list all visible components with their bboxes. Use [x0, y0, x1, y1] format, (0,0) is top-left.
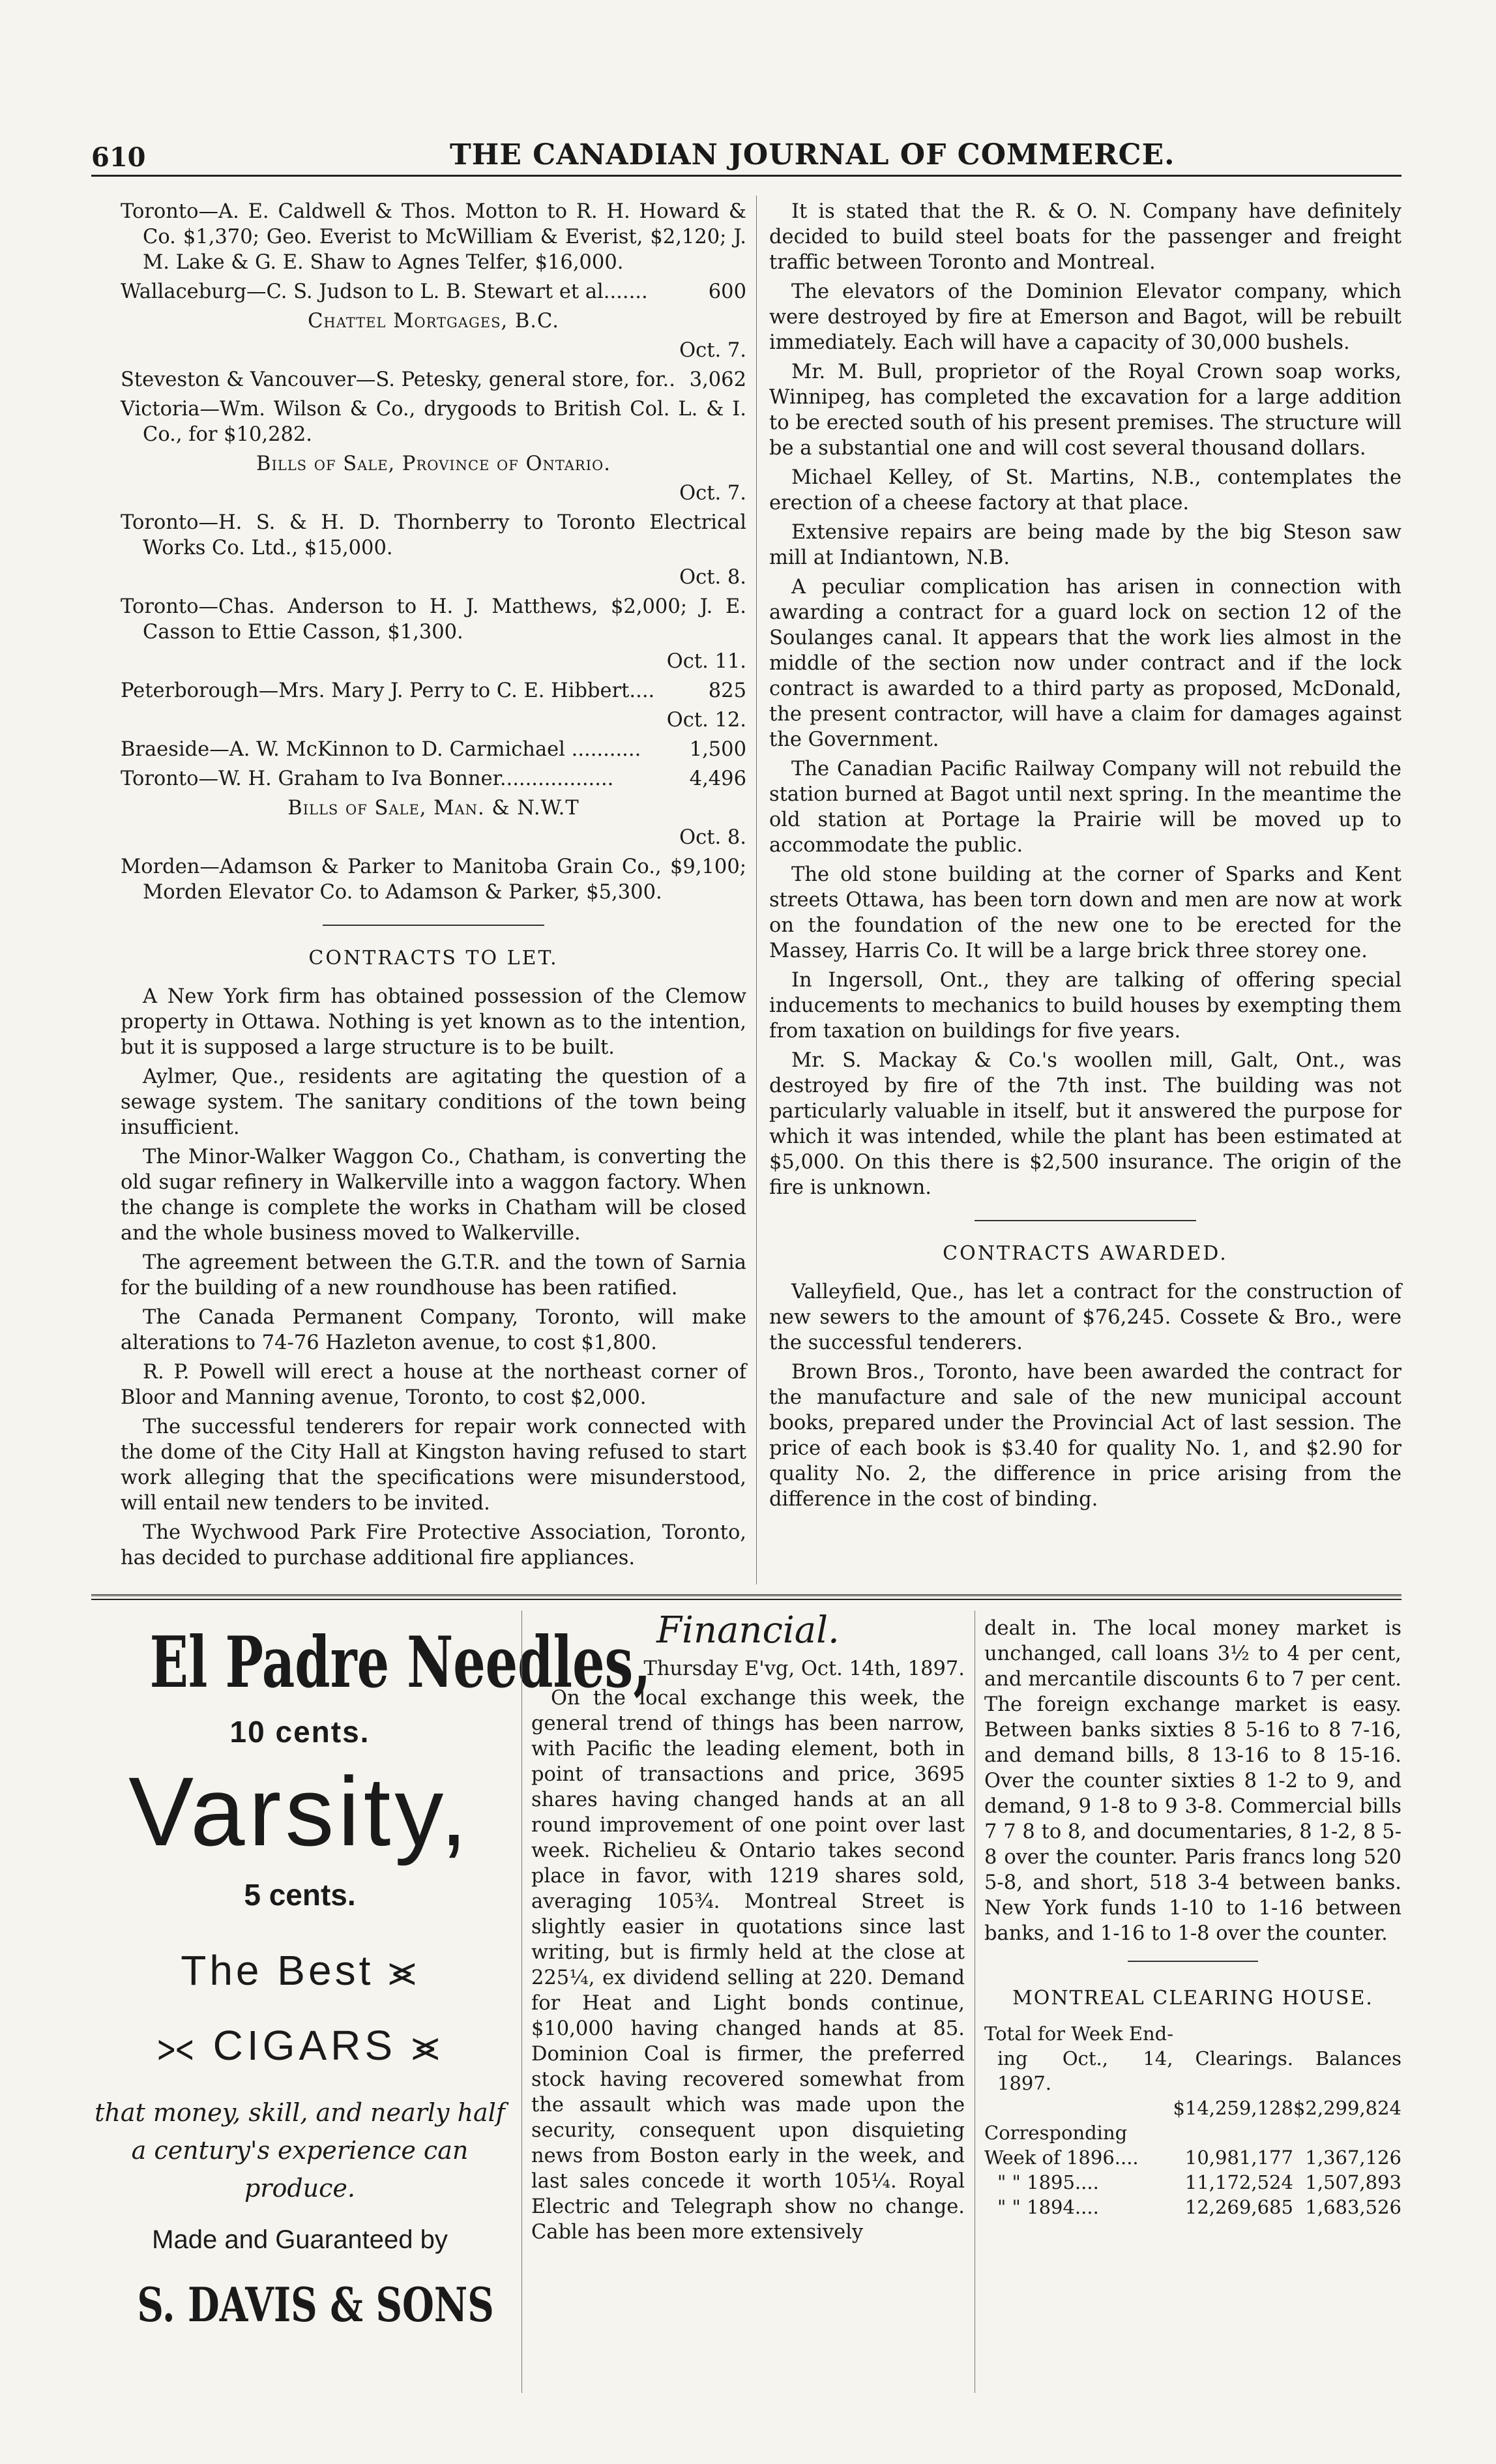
news-item: Brown Bros., Toronto, have been awarded the contract for the manufacture and sale of the new municipal account books, prepared under the Provincial Act of last session. The price of each book is $3.40 for quality No. 1, and $2.90 for quality No. 2, the difference in price arising from the difference in the cost of binding.: [769, 1361, 1401, 1511]
news-item: The old stone building at the corner of Sparks and Kent streets Ottawa, has been torn down and men are now at work on the foundation of the new one to be erected for the Massey, Harris Co. It will be a large brick three storey one.: [769, 863, 1401, 962]
contracts-awarded-heading: CONTRACTS AWARDED.: [943, 1242, 1228, 1265]
section-subheading: Chattel Mortgages, B.C.: [308, 310, 559, 333]
bill-of-sale-entry: Toronto—Chas. Anderson to H. J. Matthews, $2,000; J. E. Casson to Ettie Casson, $1,300.: [121, 595, 746, 644]
table-row: [984, 2096, 1401, 2120]
clearing-house-table: [984, 2021, 1401, 2219]
section-subheading: Bills of Sale, Province of Ontario.: [256, 453, 611, 475]
table-row: [984, 2021, 1401, 2046]
entry-date: Oct. 11.: [666, 650, 746, 673]
column-divider: [521, 1611, 522, 2393]
left-column-top: [121, 199, 746, 1575]
news-item: Mr. M. Bull, proprietor of the Royal Crown soap works, Winnipeg, has completed the excavation for a large addition to be erected south of his present premises. The structure will be a substantial one and will cost several thousand dollars.: [769, 361, 1401, 460]
section-divider: [1128, 1961, 1258, 1962]
news-item: A New York firm has obtained possession of the Clemow property in Ottawa. Nothing is yet known as to the intention, but it is supposed a large structure is to be built.: [121, 985, 746, 1059]
table-cell: 11,172,524: [1184, 2171, 1293, 2193]
ad-made-by: Made and Guaranteed by: [152, 2225, 448, 2254]
financial-heading: Financial.: [656, 1609, 840, 1652]
news-item: The agreement between the G.T.R. and the town of Sarnia for the building of a new roundhouse has been ratified.: [121, 1251, 746, 1299]
ornament-icon: ⪤: [374, 1947, 419, 1994]
financial-text: On the local exchange this week, the general trend of things has been narrow, with Pacific the leading element, both in point of transactions and price, 3695 shares having changed hands at an all round improvement of one point over last week. Richelieu & Ontario takes second place in favor, with 1219 shares sold, averaging 105¾. Montreal Street is slightly easier in quotations since last writing, but is firmly held at the close at 225¼, ex dividend selling at 220. Demand for Heat and Light bonds continue, $10,000 having changed hands at 85. Dominion Coal is firmer, the preferred stock having recovered somewhat from the assault which was made upon the security, consequent upon disquieting news from Boston early in the week, and last sales concede it worth 105¼. Royal Electric and Telegraph show no change. Cable has been more extensively: [531, 1687, 965, 2244]
financial-dateline: Thursday E'vg, Oct. 14th, 1897.: [643, 1657, 965, 1680]
table-cell: $2,299,824: [1293, 2097, 1401, 2119]
ad-tagline: that money, skill, and nearly half a century's experience can produce.: [95, 2098, 505, 2203]
contracts-to-let-heading: CONTRACTS TO LET.: [308, 947, 559, 970]
table-cell: Total for Week End-: [984, 2023, 1174, 2045]
ad-brand-el-padre: El Padre Needles,: [149, 1622, 651, 1704]
news-item: Extensive repairs are being made by the big Steson saw mill at Indiantown, N.B.: [769, 521, 1401, 569]
financial-column: [531, 1609, 965, 2249]
entry-date: Oct. 8.: [679, 826, 746, 849]
table-cell: 1,507,893: [1305, 2171, 1401, 2193]
ad-price: 10 cents.: [229, 1715, 370, 1749]
news-item: The Canadian Pacific Railway Company will not rebuild the station burned at Bagot until next spring. In the meantime the old station at Portage la Prairie will be moved up to accommodate the public.: [769, 758, 1401, 857]
chattel-entry: Steveston & Vancouver—S. Petesky, general store, for.. 3,062: [121, 368, 746, 391]
table-row: [984, 2046, 1401, 2096]
news-item: Aylmer, Que., residents are agitating the question of a sewage system. The sanitary conditions of the town being insufficient.: [121, 1065, 746, 1139]
news-item: The Minor-Walker Waggon Co., Chatham, is converting the old sugar refinery in Walkerville into a waggon factory. When the change is complete the works in Chatham will be closed and the whole business moved to Walkerville.: [121, 1146, 746, 1245]
table-cell: " " 1894....: [997, 2196, 1099, 2218]
ad-price: 5 cents.: [244, 1878, 356, 1912]
section-divider: [323, 925, 544, 926]
table-row: [984, 2195, 1401, 2219]
chattel-entry: Victoria—Wm. Wilson & Co., drygoods to British Col. L. & I. Co., for $10,282.: [121, 398, 746, 446]
news-item: Valleyfield, Que., has let a contract for the construction of new sewers to the amount of $76,245. Cossete & Bro., were the successful tenderers.: [769, 1281, 1401, 1354]
mortgage-entry: Wallaceburg—C. S. Judson to L. B. Stewart et al....... 600: [121, 280, 746, 303]
news-item: R. P. Powell will erect a house at the northeast corner of Bloor and Manning avenue, Toronto, to cost $2,000.: [121, 1361, 746, 1409]
bill-of-sale-entry: Toronto—W. H. Graham to Iva Bonner.................. 4,496: [121, 767, 746, 790]
news-item: It is stated that the R. & O. N. Company have definitely decided to build steel boats for the passenger and freight traffic between Toronto and Montreal.: [769, 200, 1401, 274]
table-cell: $14,259,128: [1173, 2097, 1293, 2119]
ad-brand-varsity: Varsity,: [128, 1757, 471, 1866]
ornament-icon: ⪤: [396, 2022, 443, 2069]
money-market-text: dealt in. The local money market is unchanged, call loans 3½ to 4 per cent, and mercantile discounts 6 to 7 per cent. The foreign exchange market is easy. Between banks sixties 8 5-16 to 8 7-16, and demand bills, 8 13-16 to 8 15-16. Over the counter sixties 8 1-2 to 9, and demand, 9 1-8 to 9 3-8. Commercial bills 7 7 8 to 8, and documentaries, 8 1-2, 8 5-8 over the counter. Paris francs long 520 5-8, and short, 518 3-4 between banks. New York funds 1-10 to 1-16 between banks, and 1-16 to 1-8 over the counter.: [984, 1617, 1401, 1945]
ad-maker-name: S. DAVIS & SONS: [137, 2277, 494, 2332]
ornament-icon: ⪥: [156, 2022, 213, 2069]
bill-of-sale-entry: Peterborough—Mrs. Mary J. Perry to C. E. Hibbert.... 825: [121, 679, 746, 702]
news-item: A peculiar complication has arisen in connection with awarding a contract for a guard lock on section 12 of the Soulanges canal. It appears that the work lies almost in the middle of the section now under contract and if the lock contract is awarded to a third party as proposed, McDonald, the present contractor, will have a claim for damages against the Government.: [769, 576, 1401, 751]
header-rule: [91, 175, 1401, 177]
column-header: Clearings.: [1195, 2047, 1293, 2070]
news-item: Michael Kelley, of St. Martins, N.B., contemplates the erection of a cheese factory at that place.: [769, 466, 1401, 514]
table-cell: " " 1895....: [997, 2171, 1099, 2193]
right-column-top: [769, 199, 1401, 1516]
table-cell: Week of 1896....: [984, 2146, 1139, 2169]
column-divider: [756, 196, 757, 1584]
horizontal-divider: [91, 1594, 1401, 1600]
journal-title: THE CANADIAN JOURNAL OF COMMERCE.: [450, 138, 1175, 171]
bill-of-sale-entry: Toronto—H. S. & H. D. Thornberry to Toronto Electrical Works Co. Ltd., $15,000.: [121, 511, 746, 559]
table-row: [984, 2170, 1401, 2195]
page-number: 610: [91, 142, 146, 173]
table-row: [984, 2120, 1401, 2145]
table-cell: 1,683,526: [1305, 2196, 1401, 2218]
ad-cigars-line: ⪥ CIGARS ⪤: [156, 2022, 443, 2069]
news-item: The successful tenderers for repair work connected with the dome of the City Hall at Kingston having refused to start work alleging that the specifications were misunderstood, will entail new tenders to be invited.: [121, 1416, 746, 1515]
news-item: Mr. S. Mackay & Co.'s woollen mill, Galt, Ont., was destroyed by fire of the 7th inst. The building was not particularly valuable in itself, but it answered the purpose for which it was intended, while the plant has been estimated at $5,000. On this there is $2,500 insurance. The origin of the fire is unknown.: [769, 1049, 1401, 1199]
section-divider: [975, 1220, 1196, 1221]
mortgage-entry: Toronto—A. E. Caldwell & Thos. Motton to R. H. Howard & Co. $1,370; Geo. Everist to McWilliam & Everist, $2,120; J. M. Lake & G. E. Shaw to Agnes Telfer, $16,000.: [121, 200, 746, 274]
entry-date: Oct. 7.: [679, 482, 746, 505]
ad-best-line: The Best ⪤: [181, 1947, 419, 1994]
entry-date: Oct. 7.: [679, 339, 746, 362]
right-column-bottom: [984, 1616, 1401, 2219]
news-item: In Ingersoll, Ont., they are talking of offering special inducements to mechanics to build houses by exempting them from taxation on buildings for five years.: [769, 969, 1401, 1043]
bill-of-sale-entry: Morden—Adamson & Parker to Manitoba Grain Co., $9,100; Morden Elevator Co. to Adamson & Parker, $5,300.: [121, 855, 746, 904]
table-cell: [984, 2096, 1173, 2120]
table-cell: Corresponding: [984, 2122, 1128, 2144]
clearing-house-heading: MONTREAL CLEARING HOUSE.: [1012, 1987, 1373, 2010]
cigar-advertisement: [91, 1614, 651, 2390]
section-subheading: Bills of Sale, Man. & N.W.T: [287, 797, 579, 820]
table-row: [984, 2145, 1401, 2170]
table-cell: ing Oct., 14, 1897.: [997, 2047, 1173, 2094]
table-cell: 10,981,177: [1184, 2146, 1293, 2169]
entry-date: Oct. 12.: [666, 709, 746, 732]
table-cell: 12,269,685: [1184, 2196, 1293, 2218]
bill-of-sale-entry: Braeside—A. W. McKinnon to D. Carmichael ........... 1,500: [121, 738, 746, 761]
news-item: The Canada Permanent Company, Toronto, will make alterations to 74-76 Hazleton avenue, to cost $1,800.: [121, 1306, 746, 1354]
news-item: The elevators of the Dominion Elevator company, which were destroyed by fire at Emerson and Bagot, will be rebuilt immediately. Each will have a capacity of 30,000 bushels.: [769, 280, 1401, 354]
news-item: The Wychwood Park Fire Protective Association, Toronto, has decided to purchase additional fire appliances.: [121, 1521, 746, 1569]
entry-date: Oct. 8.: [679, 566, 746, 589]
column-header: Balances: [1315, 2047, 1401, 2070]
table-cell: 1,367,126: [1305, 2146, 1401, 2169]
